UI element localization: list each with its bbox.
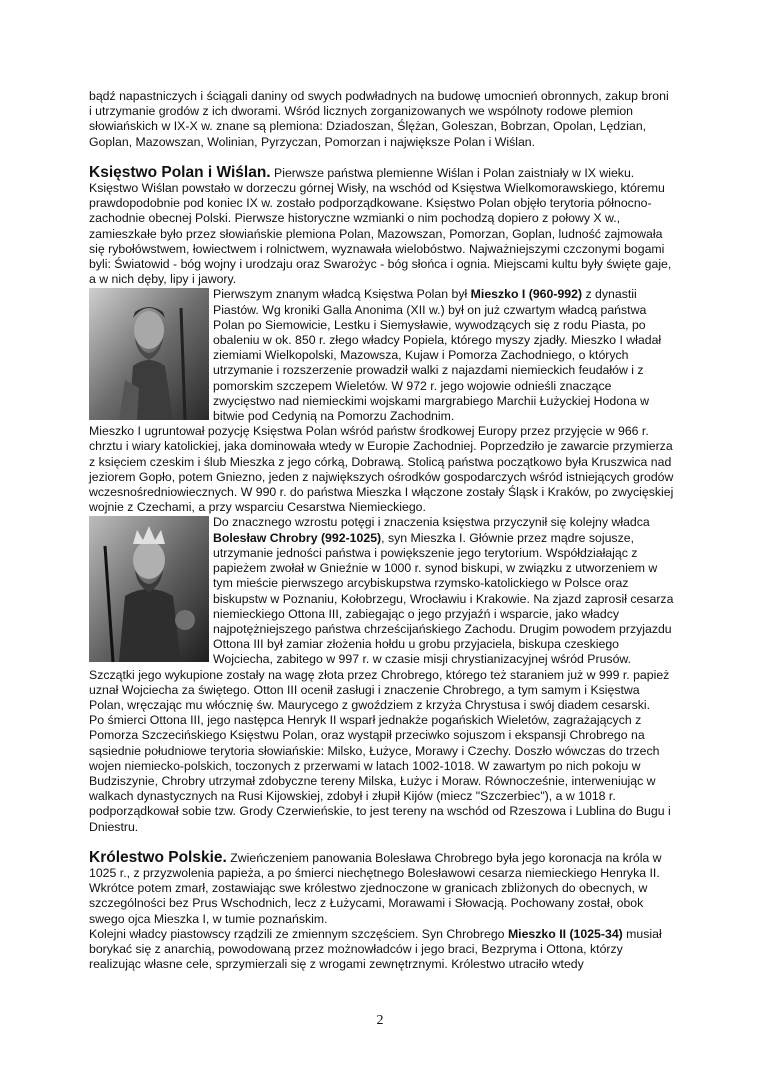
ruler-name-boleslaw-chrobry: Bolesław Chrobry (992-1025) [213,530,382,545]
document-page [89,89,674,972]
boleslaw-paragraph: Do znacznego wzrostu potęgi i znaczenia księstwa przyczynił się kolejny władca Bolesław Chrobry (992-1025), syn Mieszka I. Głównie przez mądre sojusze, utrzymanie jedności państwa i powiększenie jego terytorium. Współdziałając z papieżem zwołał w Gnieźnie w 1000 r. synod biskupi, w związku z utworzeniem w tym mieście pierwszego arcybiskupstwa rzymsko-katolickiego w Polsce oraz biskupstw w Poznaniu, Kołobrzegu, Wrocławiu i Krakowie. Na zjazd zaprosił cesarza niemieckiego Ottona III, zabiegając o jego przyjaźń i wsparcie, jako władcy najpotężniejszego państwa chrześcijańskiego Zachodu. Drugim powodem przyjazdu Ottona III był zamiar złożenia hołdu u grobu przyjaciela, biskupa czeskiego Wojciecha, zabitego w 997 r. w czasie misji chrystianizacyjnej wśród Prusów. Szczątki jego wykupione zostały na wagę złota przez Chrobrego, którego też staraniem już w 999 r. papież uznał Wojciecha za świętego. Otton III ocenił zasługi i znaczenie Chrobrego, a tym samym i Księstwa Polan, wręczając mu włócznię św. Maurycego z gwoździem z krzyża Chrystusa i swój diadem cesarski. [89,515,674,712]
section-heading-polan-wislan: Księstwo Polan i Wiślan. [89,163,271,181]
section-polan-wislan-p1: Księstwo Polan i Wiślan. Pierwsze państwa plemienne Wiślan i Polan zaistniały w IX wieku. Księstwo Wiślan powstało w dorzeczu górnej Wisły, na wschód od Księstwa Wielkomorawskiego, któremu prawdopodobnie pod koniec IX w. zostało podporządkowane. Księstwo Polan objęło terytoria północno-zachodnie obecnej Polski. Pierwsze historyczne wzmianki o nim pochodzą dopiero z połowy X w., zamieszkałe było przez słowiańskie plemiona Polan, Mazowszan, Pomorzan, Goplan, ludność zajmowała się rybołówstwem, łowiectwem i rolnictwem, wyznawała wielobóstwo. Najważniejszymi czczonymi bogami byli: Światowid - bóg wojny i urodzaju oraz Swarożyc - bóg słońca i ognia. Miejscami kultu były święte gaje, a w nich dęby, lipy i jawory. [89,163,672,287]
mieszko-paragraph: Pierwszym znanym władcą Księstwa Polan był Mieszko I (960-992) z dynastii Piastów. Wg kroniki Galla Anonima (XII w.) był on już czwartym władcą państwa Polan po Siemowicie, Lestku i Siemysławie, wywodzących się z rodu Piasta, po obaleniu w ok. 850 r. złego władcy Popiela, którego myszy zjadły. Mieszko I władał ziemiami Wielkopolski, Mazowsza, Kujaw i Pomorza Zachodniego, o których utrzymanie i rozszerzenie prowadził walki z najazdami niemieckich feudałów i z pomorskim szczepem Wieletów. W 972 r. jego wojowie odnieśli znaczące zwycięstwo nad niemieckimi wojskami margrabiego Marchii Łużyckiej Hodona w bitwie pod Cedynią na Pomorzu Zachodnim. [213,287,662,424]
wars-paragraph: Po śmierci Ottona III, jego następca Henryk II wsparł jednakże pogańskich Wieletów, zagrażających z Pomorza Szczecińskiego Księstwu Polan, oraz wystąpił przeciwko sojuszom i ekspansji Chrobrego na sąsiednie południowe terytoria słowiańskie: Milsko, Łużyce, Morawy i Czechy. Doszło wówczas do trzech wojen niemiecko-polskich, toczonych z przerwami w latach 1002-1018. W zawartym po nich pokoju w Budziszynie, Chrobry utrzymał zdobyczne tereny Milska, Łużyc i Moraw. Równocześnie, interweniując w walkach dynastycznych na Rusi Kijowskiej, zdobył i złupił Kijów (miecz "Szczerbiec"), a w 1018 r. podporządkował sobie tzw. Grody Czerwieńskie, to jest tereny na wschód od Rzeszowa i Lublina do Bugu i Dniestru. [89,713,671,834]
portrait-boleslaw-icon [89,516,209,662]
ruler-name-mieszko-ii: Mieszko II (1025-34) [507,926,623,941]
section-heading-krolestwo: Królestwo Polskie. [89,848,227,866]
intro-paragraph: bądź napastniczych i ściągali daniny od swych podwładnych na budowę umocnień obronnych, zakup broni i utrzymanie grodów z ich dworami. Wśród licznych zorganizowanych we wspólnoty rodowe plemion słowiańskich w IX-X w. znane są plemiona: Dziadoszan, Ślężan, Goleszan, Bobrzan, Opolan, Lędzian, Goplan, Mazowszan, Wolinian, Pyrzyczan, Pomorzan i największe Polan i Wiślan. [89,89,669,149]
page-number: 2 [376,1013,384,1028]
portrait-mieszko-icon [89,288,209,420]
baptism-paragraph: Mieszko I ugruntował pozycję Księstwa Polan wśród państw środkowej Europy przez przyjęcie w 966 r. chrztu i wiary katolickiej, jaka dominowała wtedy w Europie Zachodniej. Poprzedziło je zawarcie przymierza z księciem czeskim i ślub Mieszka z jego córką, Dobrawą. Stolicą państwa początkowo była Kruszwica nad jeziorem Gopło, potem Gniezno, jeden z największych ośrodków gospodarczych wśród istniejących grodów wczesnośredniowiecznych. W 990 r. do państwa Mieszka I włączone zostały Śląsk i Kraków, po zwycięskiej wojnie z Czechami, a przy wsparciu Cesarstwa Niemieckiego. [89,424,674,515]
portrait-mieszko-image [89,288,209,420]
ruler-name-mieszko-i: Mieszko I (960-992) [470,287,583,302]
portrait-boleslaw-image [89,516,209,662]
mieszko-ii-paragraph: Kolejni władcy piastowscy rządzili ze zmiennym szczęściem. Syn Chrobrego Mieszko II (1025-34) musiał borykać się z anarchią, powodowaną przez możnowładców i jego braci, Bezpryma i Ottona, którzy realizując własne cele, sprzymierzali się z wrogami zewnętrznymi. Królestwo utraciło wtedy [89,926,662,972]
section-krolestwo-p1: Królestwo Polskie. Zwieńczeniem panowania Bolesława Chrobrego była jego koronacja na króla w 1025 r., z przyzwolenia papieża, a po śmierci niechętnego Bolesławowi cesarza niemieckiego Henryka II. Wkrótce potem zmarł, zostawiając swe królestwo zjednoczone w granicach zbliżonych do obecnych, w szczególności bez Prus Wschodnich, lecz z Łużycami, Morawami i Słowacją. Pochowany został, obok swego ojca Mieszka I, w tumie poznańskim. [89,848,662,926]
